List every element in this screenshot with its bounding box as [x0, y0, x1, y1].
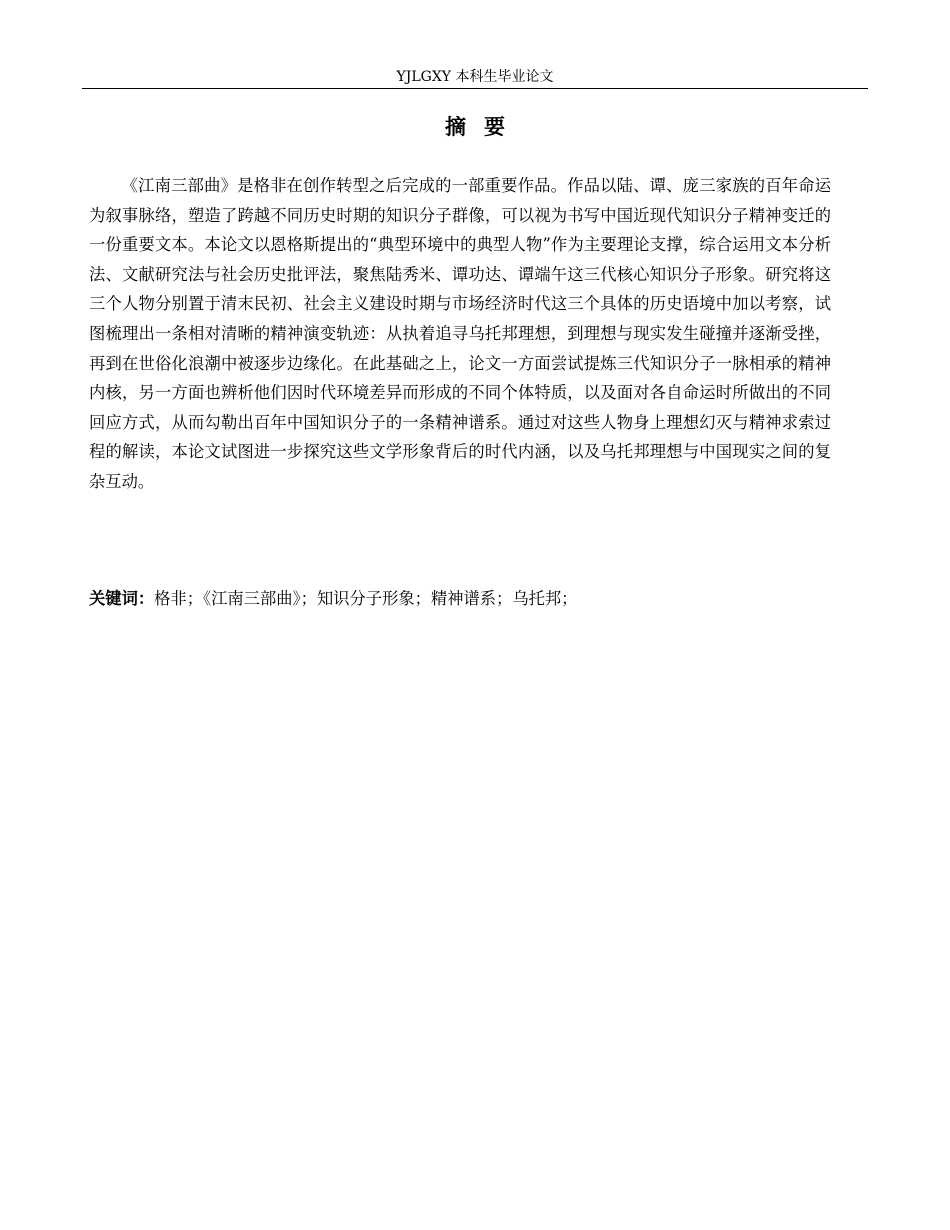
keywords-value: 格非；《江南三部曲》；知识分子形象；精神谱系；乌托邦； [154, 589, 578, 608]
keywords-line [89, 584, 849, 614]
page-header [82, 66, 868, 89]
header-text: YJLGXY 本科生毕业论文 [396, 69, 554, 85]
keywords-label: 关键词： [89, 589, 155, 608]
abstract-title: 摘要 [445, 115, 523, 139]
abstract-body: 《江南三部曲》是格非在创作转型之后完成的一部重要作品。作品以陆、谭、庞三家族的百年命运为叙事脉络，塑造了跨越不同历史时期的知识分子群像，可以视为书写中国近现代知识分子精神变迁的一份重要文本。本论文以恩格斯提出的“典型环境中的典型人物”作为主要理论支撑，综合运用文本分析法、文献研究法与社会历史批评法，聚焦陆秀米、谭功达、谭端午这三代核心知识分子形象。研究将这三个人物分别置于清末民初、社会主义建设时期与市场经济时代这三个具体的历史语境中加以考察，试图梳理出一条相对清晰的精神演变轨迹：从执着追寻乌托邦理想，到理想与现实发生碰撞并逐渐受挫，再到在世俗化浪潮中被逐步边缘化。在此基础之上，论文一方面尝试提炼三代知识分子一脉相承的精神内核，另一方面也辨析他们因时代环境差异而形成的不同个体特质，以及面对各自命运时所做出的不同回应方式，从而勾勒出百年中国知识分子的一条精神谱系。通过对这些人物身上理想幻灭与精神求索过程的解读，本论文试图进一步探究这些文学形象背后的时代内涵，以及乌托邦理想与中国现实之间的复杂互动。 [89, 176, 831, 491]
